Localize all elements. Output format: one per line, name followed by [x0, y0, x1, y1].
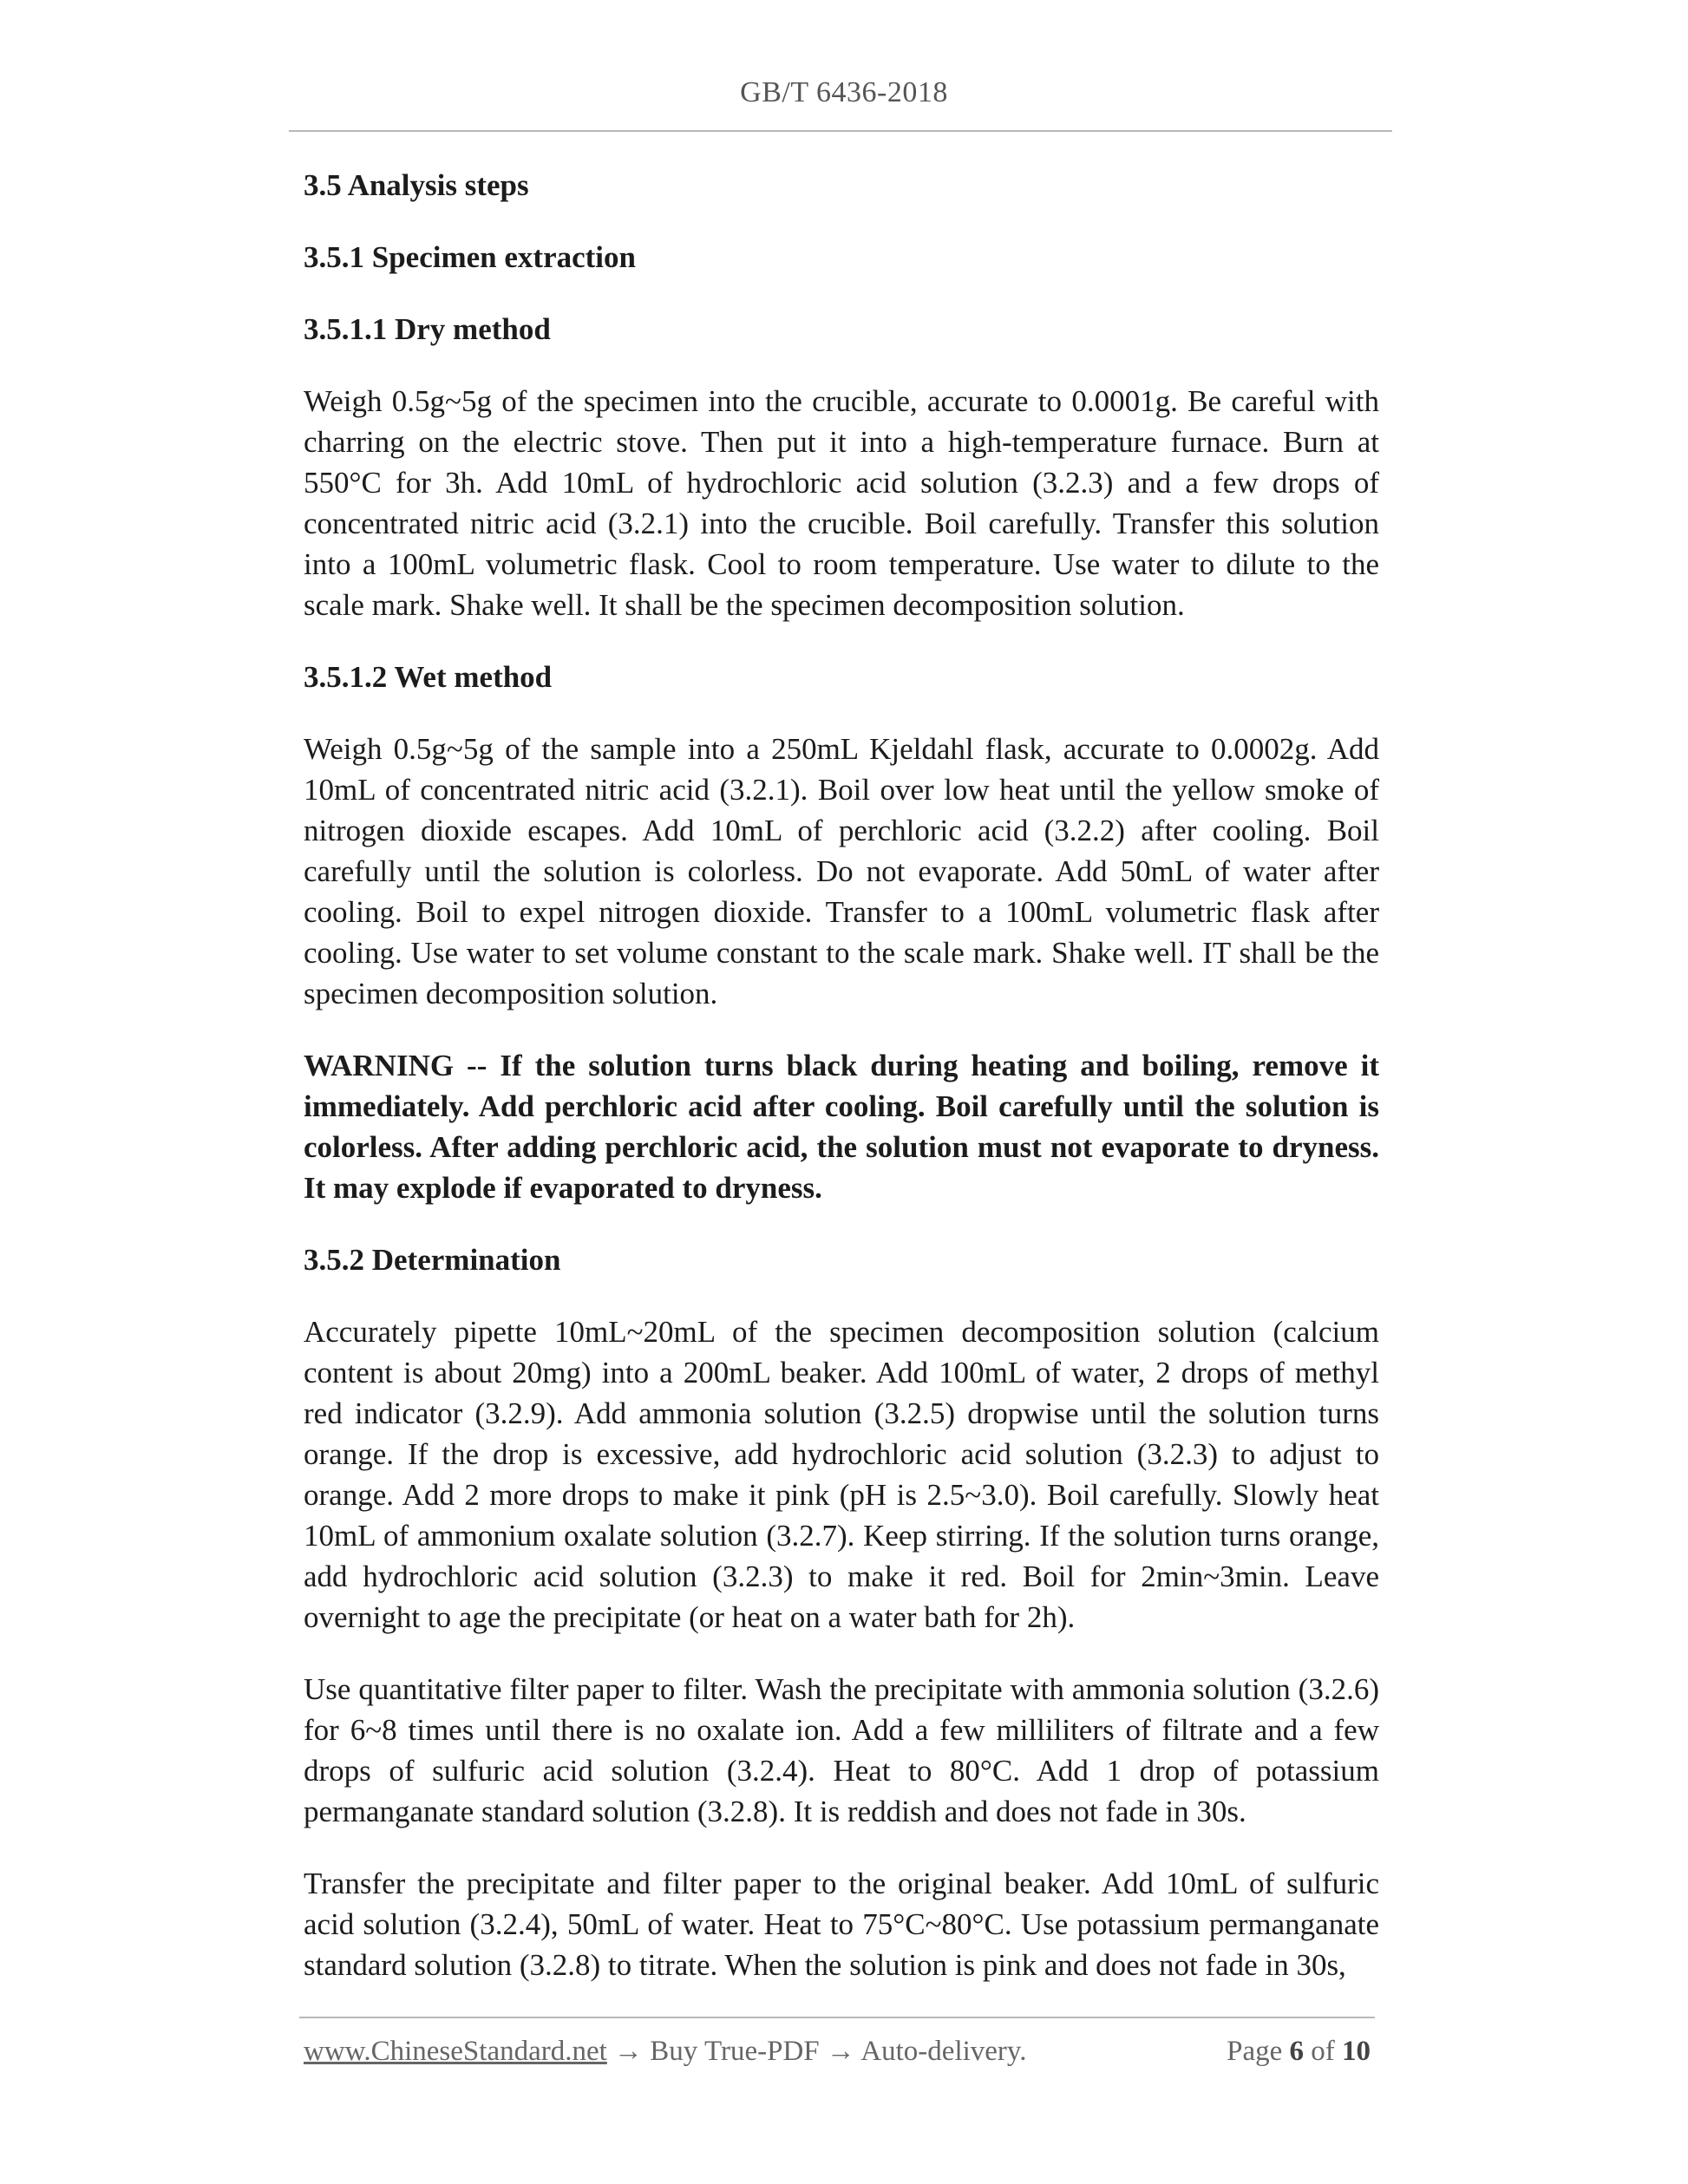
website-link[interactable]: www.ChineseStandard.net	[304, 2036, 607, 2067]
section-heading-3-5-1: 3.5.1 Specimen extraction	[304, 240, 636, 274]
footer-promo	[304, 2036, 1027, 2068]
document-header: GB/T 6436-2018	[740, 76, 948, 108]
section-heading-3-5-1-1: 3.5.1.1 Dry method	[304, 312, 551, 346]
page-of-label: of	[1311, 2036, 1335, 2067]
document-body	[304, 165, 1379, 2017]
dry-method-paragraph: Weigh 0.5g~5g of the specimen into the crucible, accurate to 0.0001g. Be careful with charring on the electric stove. Then put it into a high-temperature furnace. Burn at 550°C for 3h. Add 10mL of hydrochloric acid solution (3.2.3) and a few drops of concentrated nitric acid (3.2.1) into the crucible. Boil carefully. Transfer this solution into a 100mL volumetric flask. Cool to room temperature. Use water to dilute to the scale mark. Shake well. It shall be the specimen decomposition solution.	[304, 384, 1379, 622]
determination-paragraph-1: Accurately pipette 10mL~20mL of the specimen decomposition solution (calcium content is about 20mg) into a 200mL beaker. Add 100mL of water, 2 drops of methyl red indicator (3.2.9). Add ammonia solution (3.2.5) dropwise until the solution turns orange. If the drop is excessive, add hydrochloric acid solution (3.2.3) to adjust to orange. Add 2 more drops to make it pink (pH is 2.5~3.0). Boil carefully. Slowly heat 10mL of ammonium oxalate solution (3.2.7). Keep stirring. If the solution turns orange, add hydrochloric acid solution (3.2.3) to make it red. Boil for 2min~3min. Leave overnight to age the precipitate (or heat on a water bath for 2h).	[304, 1315, 1379, 1634]
section-heading-3-5: 3.5 Analysis steps	[304, 168, 529, 202]
page-current: 6	[1289, 2036, 1304, 2067]
footer-tagline: → Buy True-PDF → Auto-delivery.	[606, 2036, 1027, 2067]
page-label: Page	[1227, 2036, 1283, 2067]
footer-divider	[299, 2017, 1375, 2018]
section-heading-3-5-2: 3.5.2 Determination	[304, 1243, 561, 1277]
page-total: 10	[1342, 2036, 1371, 2067]
determination-paragraph-2: Use quantitative filter paper to filter. Wash the precipitate with ammonia solution (3.2.6) for 6~8 times until there is no oxalate ion. Add a few milliliters of filtrate and a few drops of sulfuric acid solution (3.2.4). Heat to 80°C. Add 1 drop of potassium permanganate standard solution (3.2.8). It is reddish and does not fade in 30s.	[304, 1672, 1379, 1828]
section-heading-3-5-1-2: 3.5.1.2 Wet method	[304, 660, 553, 694]
wet-method-paragraph: Weigh 0.5g~5g of the sample into a 250mL Kjeldahl flask, accurate to 0.0002g. Add 10mL of concentrated nitric acid (3.2.1). Boil over low heat until the yellow smoke of nitrogen dioxide escapes. Add 10mL of perchloric acid (3.2.2) after cooling. Boil carefully until the solution is colorless. Do not evaporate. Add 50mL of water after cooling. Boil to expel nitrogen dioxide. Transfer to a 100mL volumetric flask after cooling. Use water to set volume constant to the scale mark. Shake well. IT shall be the specimen decomposition solution.	[304, 732, 1379, 1010]
header-divider	[289, 130, 1392, 132]
warning-paragraph: WARNING -- If the solution turns black during heating and boiling, remove it immediately. Add perchloric acid after cooling. Boil carefully until the solution is colorless. After adding perchloric acid, the solution must not evaporate to dryness. It may explode if evaporated to dryness.	[304, 1049, 1379, 1205]
determination-paragraph-3: Transfer the precipitate and filter paper to the original beaker. Add 10mL of sulfuric acid solution (3.2.4), 50mL of water. Heat to 75°C~80°C. Use potassium permanganate standard solution (3.2.8) to titrate. When the solution is pink and does not fade in 30s,	[304, 1867, 1379, 1982]
page-indicator	[1227, 2036, 1371, 2068]
